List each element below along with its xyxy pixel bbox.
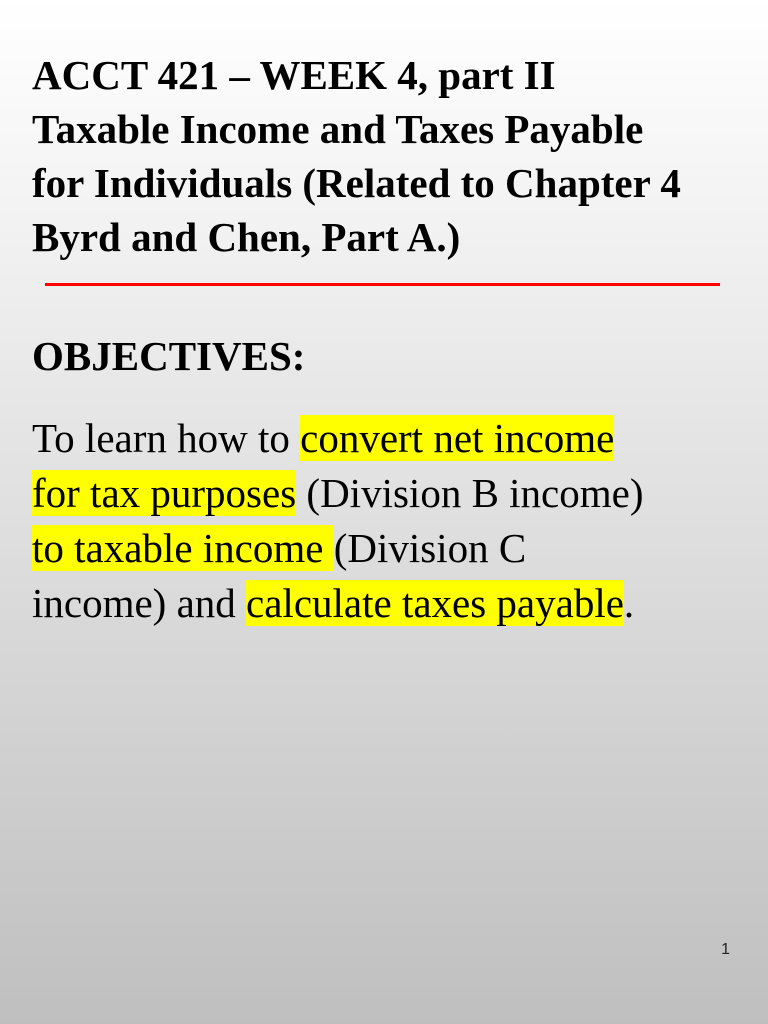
body-line bbox=[32, 576, 752, 631]
highlighted-text: calculate taxes payable bbox=[246, 580, 624, 626]
page-number: 1 bbox=[721, 941, 730, 958]
highlighted-text: convert net income bbox=[300, 415, 615, 461]
objectives-heading: OBJECTIVES: bbox=[32, 333, 306, 379]
title-line: Byrd and Chen, Part A.) bbox=[32, 214, 461, 260]
highlighted-text: for tax purposes bbox=[32, 470, 297, 516]
title-line: Taxable Income and Taxes Payable bbox=[32, 106, 644, 152]
body-text-segment: (Division B income) bbox=[296, 470, 644, 516]
body-text-segment: income) and bbox=[32, 580, 247, 626]
body-text-segment: . bbox=[623, 580, 635, 626]
body-text-segment: (Division C bbox=[333, 525, 527, 571]
body-line bbox=[32, 466, 752, 521]
red-divider-line bbox=[45, 283, 720, 286]
title-line: ACCT 421 – WEEK 4, part II bbox=[32, 52, 556, 98]
body-line bbox=[32, 521, 752, 576]
body-text-segment: To learn how to bbox=[32, 415, 301, 461]
body-line bbox=[32, 411, 752, 466]
slide-title bbox=[32, 48, 762, 264]
title-line: for Individuals (Related to Chapter 4 bbox=[32, 160, 681, 206]
highlighted-text: to taxable income bbox=[32, 525, 334, 571]
objectives-body bbox=[32, 411, 752, 631]
